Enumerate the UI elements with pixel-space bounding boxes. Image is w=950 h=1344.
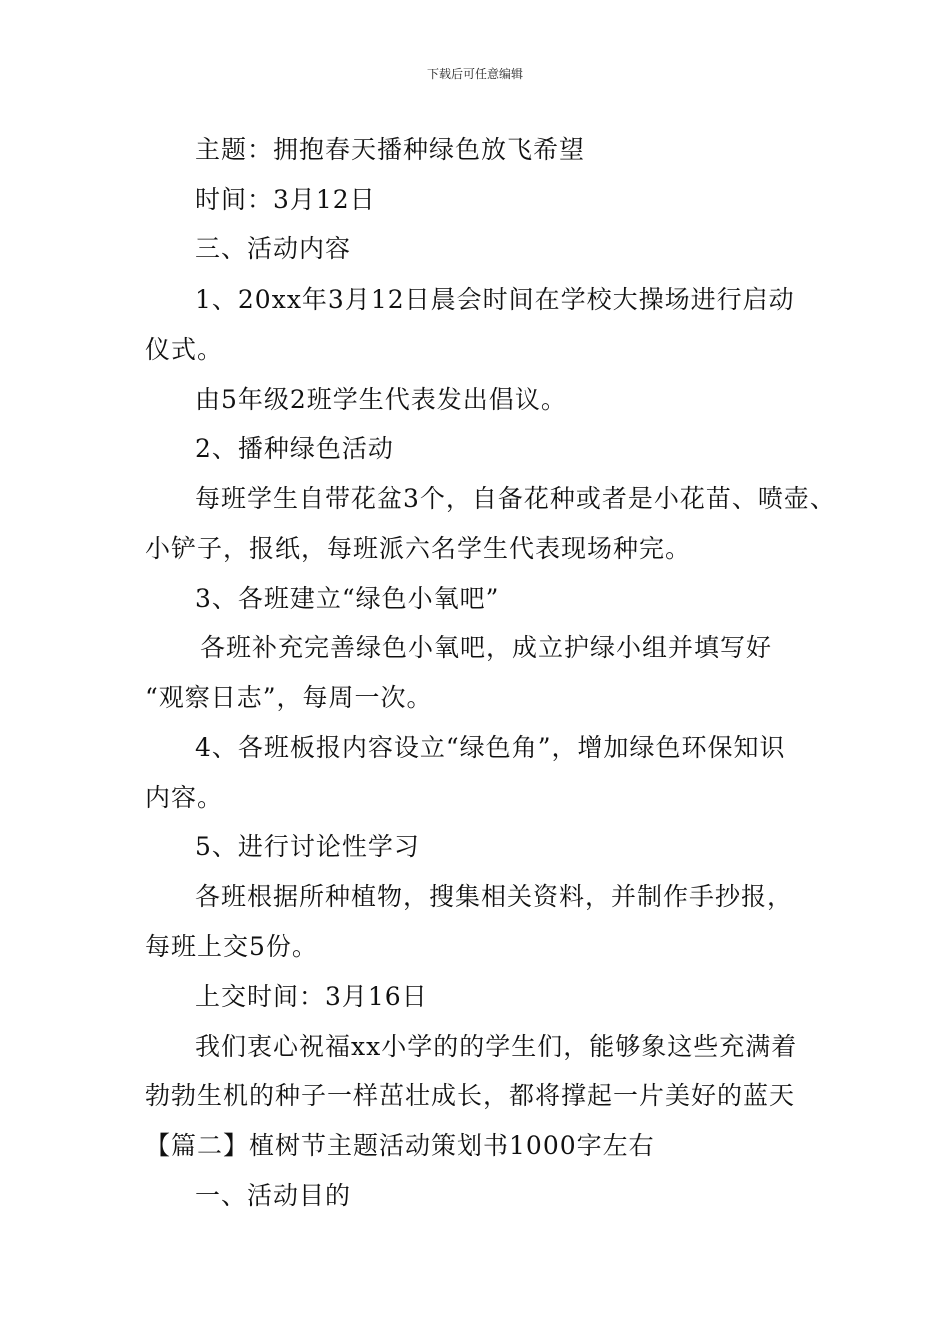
text-line: 由5年级2班学生代表发出倡议。 xyxy=(195,385,567,414)
text-line: 我们衷心祝福xx小学的的学生们，能够象这些充满着 xyxy=(195,1032,798,1061)
text-line: 勃勃生机的种子一样茁壮成长，都将撑起一片美好的蓝天 xyxy=(145,1081,796,1110)
text-line: 三、活动内容 xyxy=(195,234,352,263)
text-line: 主题：拥抱春天播种绿色放飞希望 xyxy=(195,135,586,164)
text-line: 每班学生自带花盆3个，自备花种或者是小花苗、喷壶、 xyxy=(195,484,836,513)
page-header: 下载后可任意编辑 xyxy=(426,67,523,81)
text-line: 上交时间：3月16日 xyxy=(195,982,428,1011)
text-line: 5、进行讨论性学习 xyxy=(195,832,420,861)
text-line: “观察日志”，每周一次。 xyxy=(145,683,433,712)
text-line: 1、20xx年3月12日晨会时间在学校大操场进行启动 xyxy=(195,285,795,314)
text-line: 每班上交5份。 xyxy=(145,932,318,961)
text-line: 各班根据所种植物，搜集相关资料，并制作手抄报， xyxy=(195,882,794,911)
text-line: 2、播种绿色活动 xyxy=(195,434,394,463)
text-line: 3、各班建立“绿色小氧吧” xyxy=(195,584,500,613)
text-line: 各班补充完善绿色小氧吧，成立护绿小组并填写好 xyxy=(200,633,773,662)
text-line: 仪式。 xyxy=(145,335,224,364)
text-line: 小铲子，报纸，每班派六名学生代表现场种完。 xyxy=(145,534,692,563)
text-line: 时间：3月12日 xyxy=(195,185,376,214)
text-line: 一、活动目的 xyxy=(195,1181,352,1210)
text-line: 【篇二】植树节主题活动策划书1000字左右 xyxy=(145,1131,655,1160)
text-line: 内容。 xyxy=(145,783,224,812)
text-line: 4、各班板报内容设立“绿色角”，增加绿色环保知识 xyxy=(195,733,786,762)
